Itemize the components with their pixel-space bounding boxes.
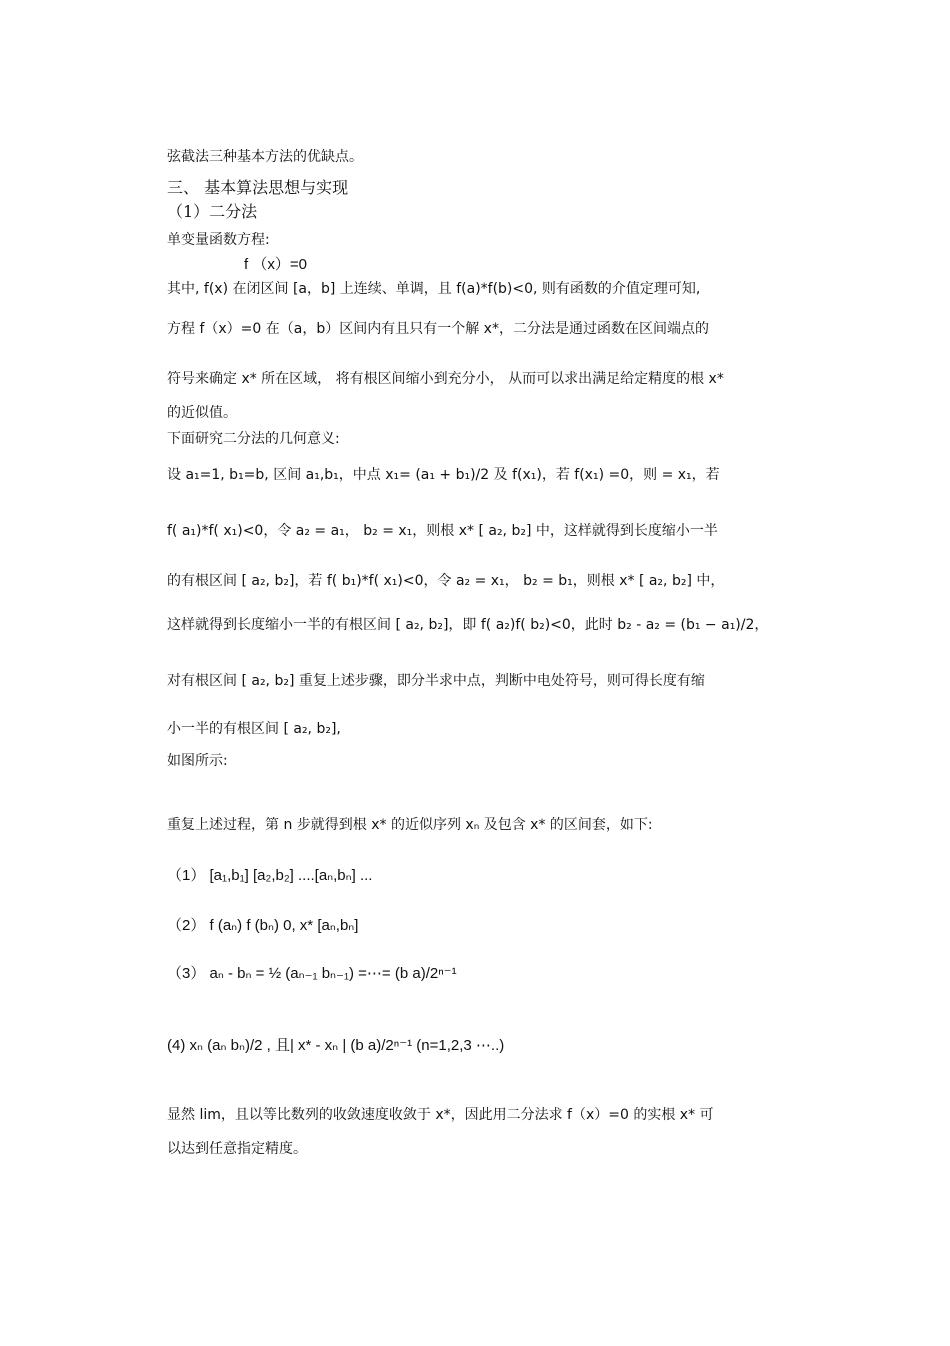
section-heading: 三、 基本算法思想与实现 [167,178,349,197]
geometry-line: 小一半的有根区间 [ a₂, b₂], [167,721,341,737]
paragraph-line: 方程 f（x）=0 在（a，b）区间内有且只有一个解 x*，二分法是通过函数在区间端点的 [167,321,709,337]
list-item-2: （2） f (aₙ) f (bₙ) 0, x* [aₙ,bₙ] [167,917,359,934]
paragraph-line: 显然 lim，且以等比数列的收敛速度收敛于 x*，因此用二分法求 f（x）=0 的实根 x* 可 [167,1107,714,1123]
paragraph-line: 其中, f(x) 在闭区间 [a，b] 上连续、单调，且 f(a)*f(b)<0, 则有函数的介值定理可知, [167,281,701,297]
paragraph-line: 重复上述过程，第 n 步就得到根 x* 的近似序列 xₙ 及包含 x* 的区间套，如下: [167,817,653,833]
list-item-1: （1） [a₁,b₁] [a₂,b₂] ....[aₙ,bₙ] ... [167,867,373,884]
geometry-line: 对有根区间 [ a₂, b₂] 重复上述步骤，即分半求中点，判断中电处符号，则可得长度有缩 [167,673,705,689]
list-item-4: (4) xₙ (aₙ bₙ)/2 , 且| x* - xₙ | (b a)/2ⁿ⁻¹ (n=1,2,3 ⋯..) [167,1037,505,1054]
text-line: 单变量函数方程: [167,232,270,248]
geometry-line: f( a₁)*f( x₁)<0，令 a₂ = a₁， b₂ = x₁，则根 x* [ a₂, b₂] 中，这样就得到长度缩小一半 [167,523,718,539]
subsection-heading: （1）二分法 [167,202,258,221]
text-line: 弦截法三种基本方法的优缺点。 [167,149,363,165]
equation: f （x）=0 [244,256,307,273]
paragraph-line: 的近似值。 [167,405,237,421]
geometry-line: 设 a₁=1, b₁=b, 区间 a₁,b₁，中点 x₁= (a₁ + b₁)/2 及 f(x₁)，若 f(x₁) =0，则 = x₁，若 [167,467,720,483]
geometry-line: 这样就得到长度缩小一半的有根区间 [ a₂, b₂]，即 f( a₂)f( b₂)<0，此时 b₂ - a₂ = (b₁ − a₁)/2， [167,617,769,633]
geometry-line: 的有根区间 [ a₂, b₂]，若 f( b₁)*f( x₁)<0，令 a₂ = x₁， b₂ = b₁，则根 x* [ a₂, b₂] 中， [167,573,725,589]
list-item-3: （3） aₙ - bₙ = ½ (aₙ₋₁ bₙ₋₁) =⋯= (b a)/2ⁿ⁻¹ [167,965,457,982]
paragraph-line: 下面研究二分法的几何意义: [167,431,340,447]
figure-note: 如图所示: [167,753,228,769]
paragraph-line: 以达到任意指定精度。 [167,1141,307,1157]
paragraph-line: 符号来确定 x* 所在区域， 将有根区间缩小到充分小， 从而可以求出满足给定精度的根 x* [167,371,724,387]
